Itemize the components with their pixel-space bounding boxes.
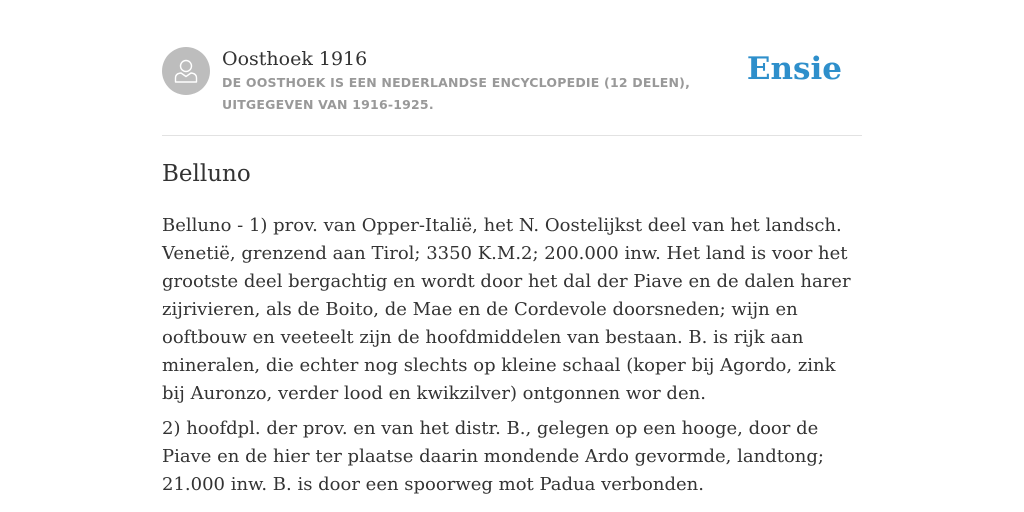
source-title-link[interactable]: Oosthoek 1916 bbox=[222, 48, 368, 70]
source-description: DE OOSTHOEK IS EEN NEDERLANDSE ENCYCLOPEDIE (12 DELEN), UITGEGEVEN VAN 1916-1925. bbox=[222, 75, 691, 112]
article-paragraph-2: 2) hoofdpl. der prov. en van het distr. B., gelegen op een hooge, door de Piave en de hier ter plaatse daarin mondende Ardo gevormde, landtong; 21.000 inw. B. is door een spoorweg mot Padua verbonden. bbox=[162, 418, 824, 495]
article-body bbox=[162, 212, 862, 499]
article bbox=[162, 156, 862, 506]
source-header bbox=[162, 47, 862, 136]
user-icon bbox=[171, 56, 201, 86]
article-title: Belluno bbox=[162, 161, 251, 187]
source-avatar[interactable] bbox=[162, 47, 210, 95]
source-info bbox=[222, 47, 762, 116]
article-paragraph-1: Belluno - 1) prov. van Opper-Italië, het N. Oostelijkst deel van het landsch. Venetië, grenzend aan Tirol; 3350 K.M.2; 200.000 inw. Het land is voor het grootste deel bergachtig en wordt door het dal der Piave en de dalen harer zijrivieren, als de Boito, de Mae en de Cordevole doorsneden; wijn en ooftbouw en veeteelt zijn de hoofdmiddelen van bestaan. B. is rijk aan mineralen, die echter nog slechts op kleine schaal (koper bij Agordo, zink bij Auronzo, verder lood en kwikzilver) ontgonnen wor den. bbox=[162, 215, 851, 404]
ensie-logo-link[interactable]: Ensie bbox=[746, 51, 842, 87]
